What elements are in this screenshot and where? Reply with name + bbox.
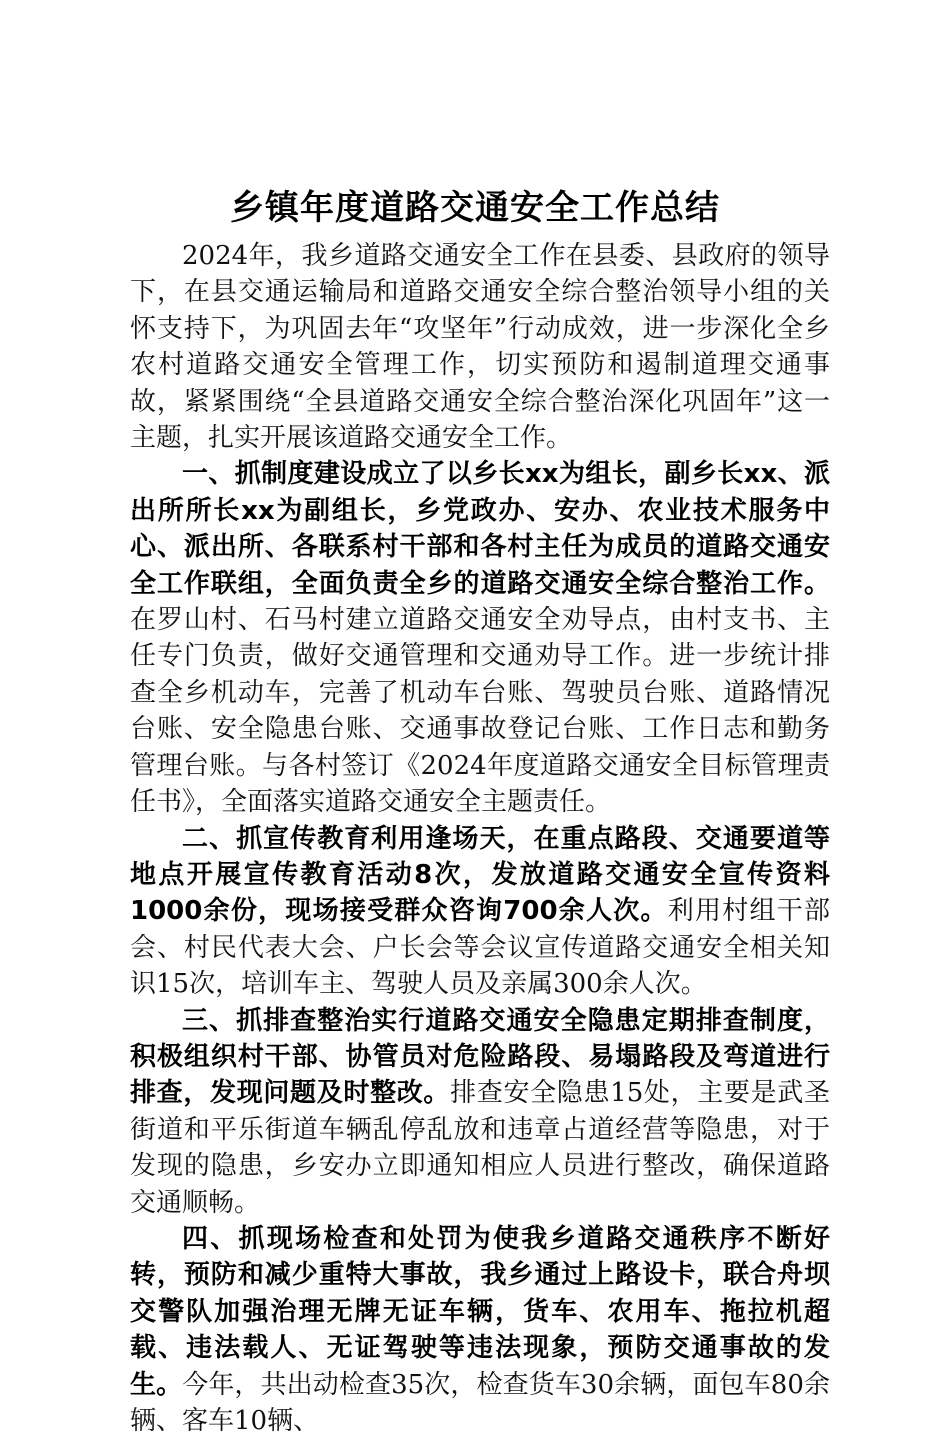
- paragraph-section-3: [130, 1003, 830, 1221]
- paragraph-text: 今年，共出动检查35次，检查货车30余辆，面包车80余辆、客车10辆、: [130, 1369, 830, 1436]
- paragraph-text: 在罗山村、石马村建立道路交通安全劝导点，由村支书、主任专门负责，做好交通管理和交通劝导工作。进一步统计排查全乡机动车，完善了机动车台账、驾驶员台账、道路情况台账、安全隐患台账、交通事故登记台账、工作日志和勤务管理台账。与各村签订《2024年度道路交通安全目标管理责任书》，全面落实道路交通安全主题责任。: [130, 605, 830, 818]
- paragraph-lead: 三、抓排查整治实行道路交通安全隐患定期排查制度，积极组织村干部、协管员对危险路段、易塌路段及弯道进行排查，发现问题及时整改。: [130, 1005, 830, 1109]
- document-title: 乡镇年度道路交通安全工作总结: [230, 188, 720, 228]
- paragraph-section-4: [130, 1221, 830, 1439]
- paragraph-text: 利用村组干部会、村民代表大会、户长会等会议宣传道路交通安全相关知识15次，培训车主、驾驶人员及亲属300余人次。: [130, 896, 830, 1000]
- paragraph-lead: 四、抓现场检查和处罚为使我乡道路交通秩序不断好转，预防和减少重特大事故，我乡通过上路设卡，联合舟坝交警队加强治理无牌无证车辆，货车、农用车、拖拉机超载、违法载人、无证驾驶等违法现象，预防交通事故的发生。: [130, 1223, 830, 1400]
- paragraph-section-2: [130, 821, 830, 1003]
- paragraph-section-1: [130, 456, 830, 820]
- paragraph-text: 排查安全隐患15处，主要是武圣街道和平乐街道车辆乱停乱放和违章占道经营等隐患，对于发现的隐患，乡安办立即通知相应人员进行整改，确保道路交通顺畅。: [130, 1078, 830, 1218]
- paragraph-lead: 二、抓宣传教育利用逢场天，在重点路段、交通要道等地点开展宣传教育活动8次，发放道路交通安全宣传资料1000余份，现场接受群众咨询700余人次。: [130, 823, 830, 927]
- paragraph-lead: 一、抓制度建设成立了以乡长xx为组长，副乡长xx、派出所所长xx为副组长，乡党政办、安办、农业技术服务中心、派出所、各联系村干部和各村主任为成员的道路交通安全工作联组，全面负责全乡的道路交通安全综合整治工作。: [130, 459, 830, 599]
- paragraph-text: 2024年，我乡道路交通安全工作在县委、县政府的领导下，在县交通运输局和道路交通安全综合整治领导小组的关怀支持下，为巩固去年“攻坚年”行动成效，进一步深化全乡农村道路交通安全管理工作，切实预防和遏制道理交通事故，紧紧围绕“全县道路交通安全综合整治深化巩固年”这一主题，扎实开展该道路交通安全工作。: [130, 241, 830, 454]
- paragraph-intro: [130, 238, 830, 456]
- document-body: [130, 238, 830, 1439]
